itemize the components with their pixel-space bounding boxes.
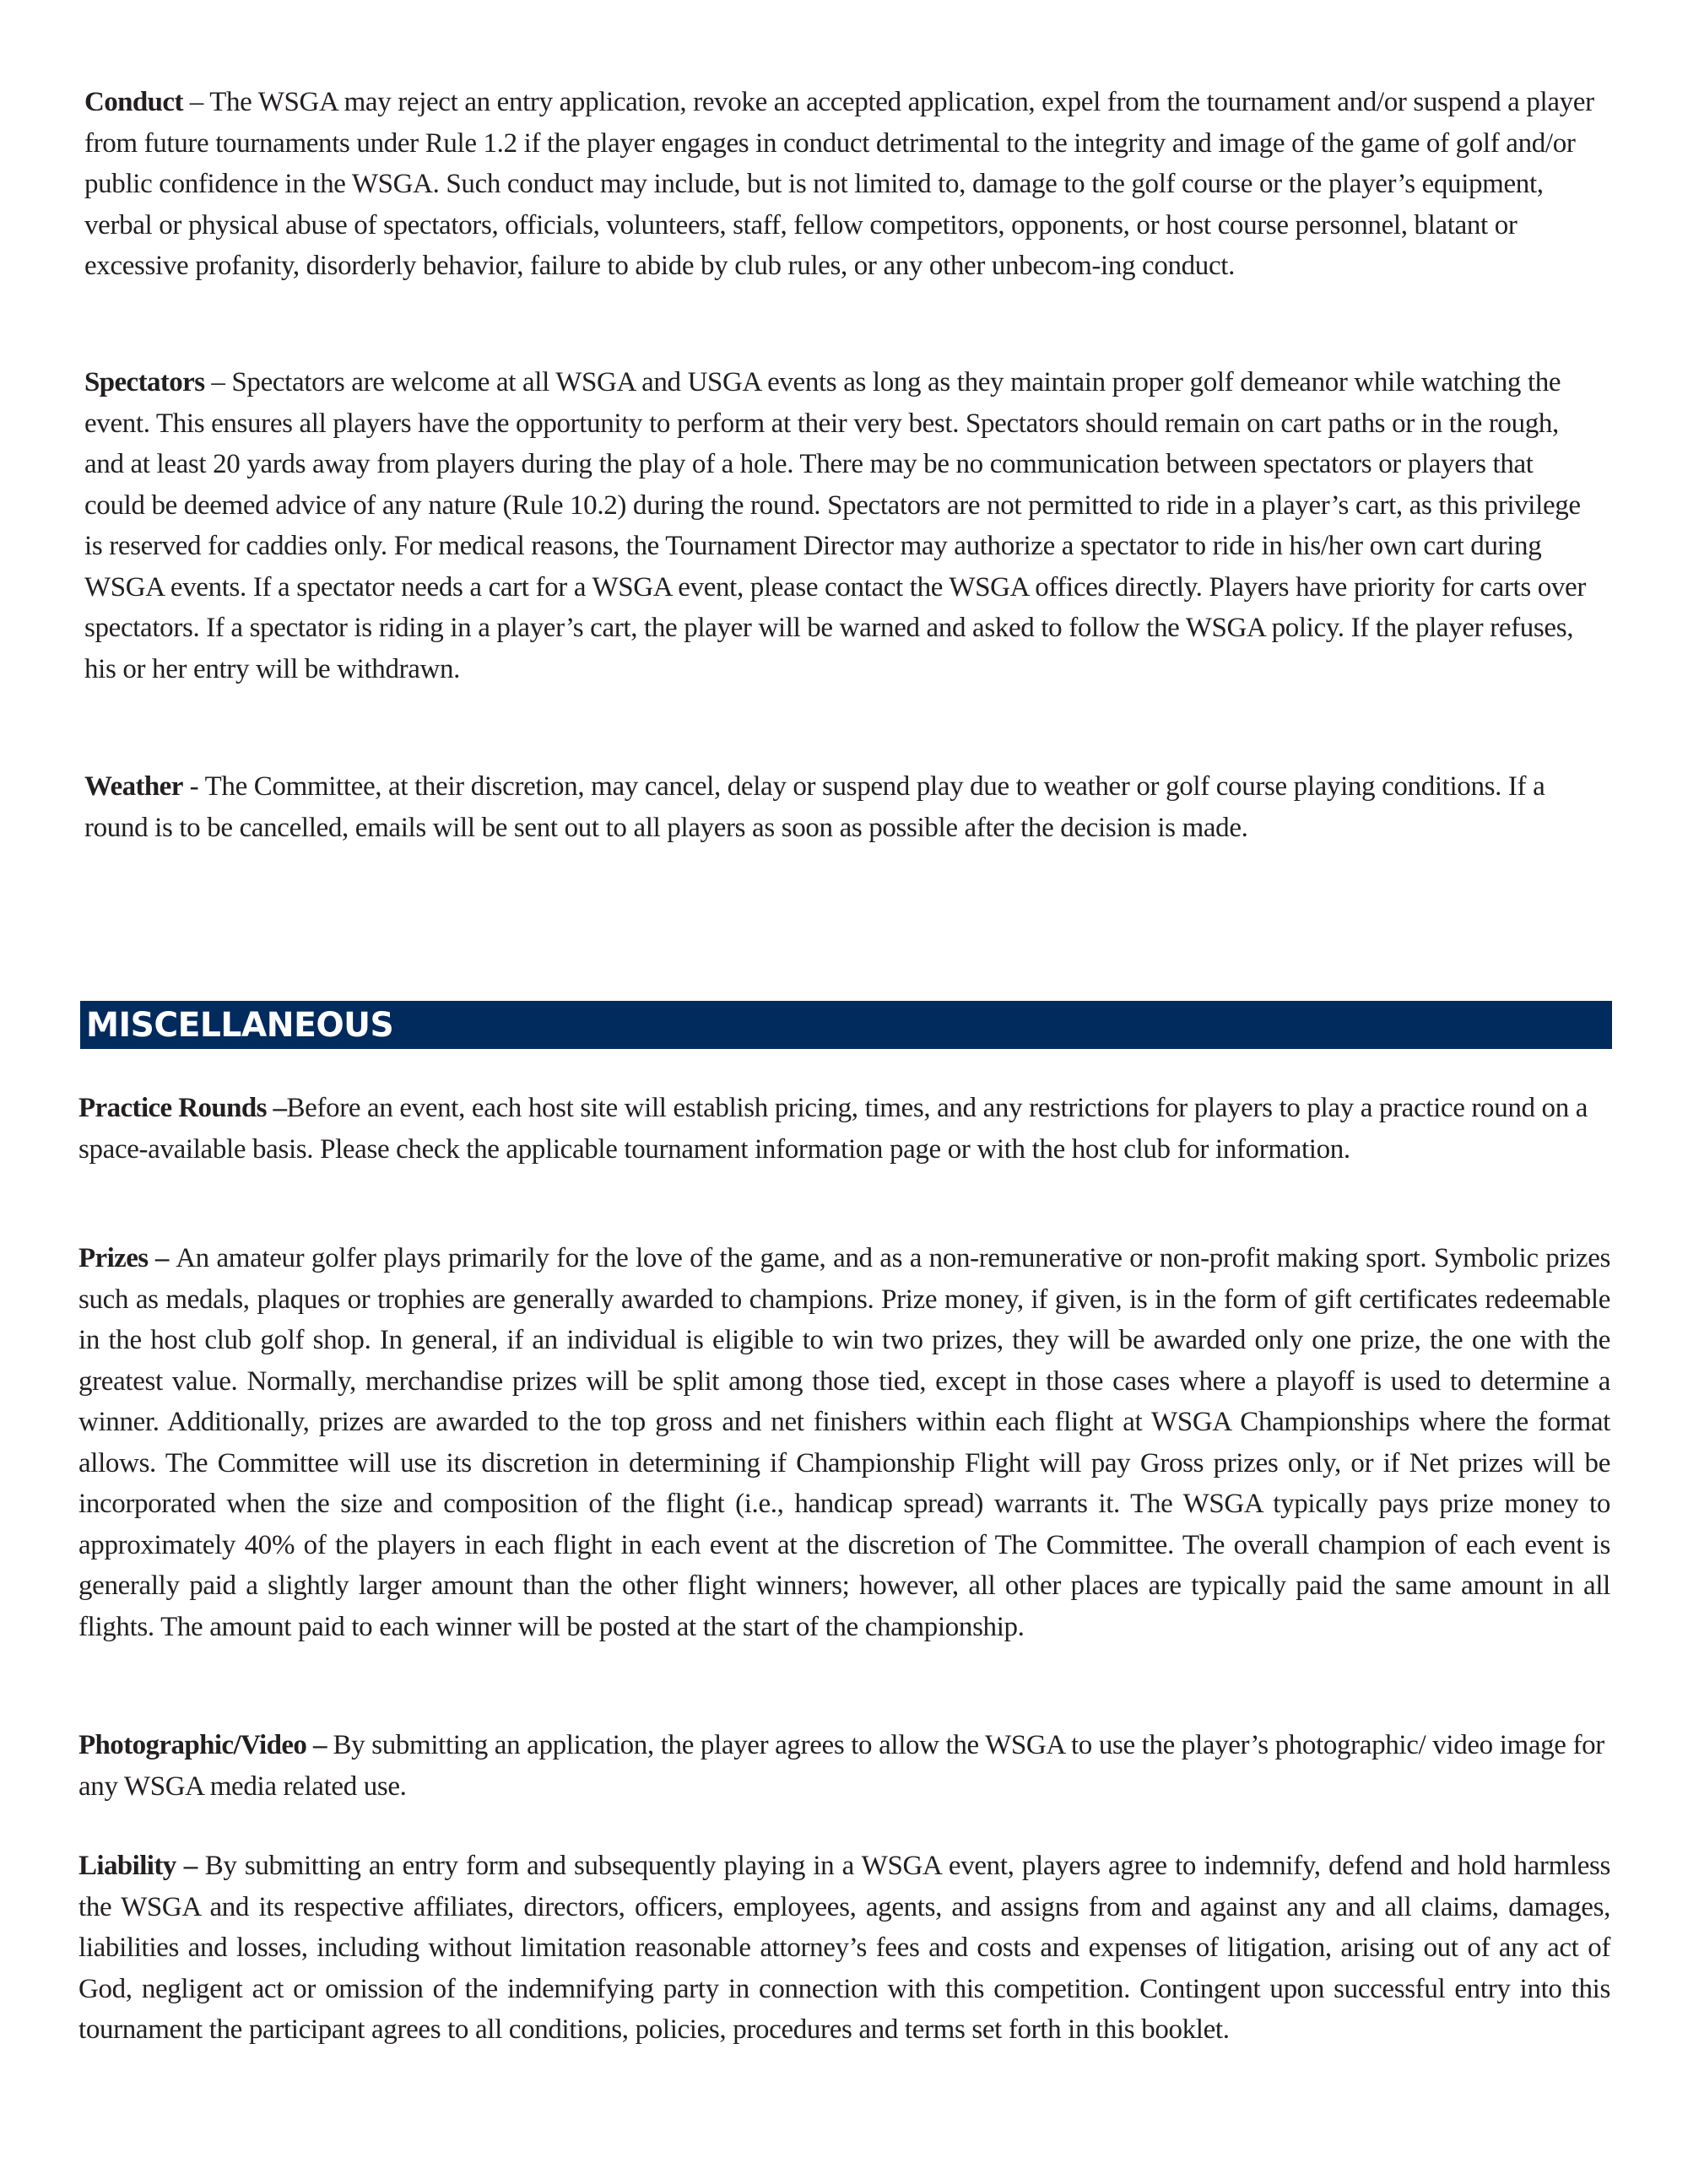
conduct-paragraph bbox=[84, 82, 1595, 287]
liability-body: By submitting an entry form and subsequently playing in a WSGA event, players agree to indemnify, defend and hold harmless the WSGA and its respective affiliates, directors, officers, employees, agents, and assigns from and against any and all claims, damages, liabilities and losses, including without limitation reasonable attorney’s fees and costs and expenses of litigation, arising out of any act of God, negligent act or omission of the indemnifying party in connection with this competition. Contingent upon successful entry into this tournament the participant agrees to all conditions, policies, procedures and terms set forth in this booklet. bbox=[78, 1851, 1610, 2045]
section-banner-miscellaneous bbox=[80, 1001, 1612, 1049]
prizes-paragraph bbox=[78, 1238, 1610, 1647]
practice-rounds-separator: – bbox=[266, 1093, 287, 1123]
weather-heading: Weather bbox=[84, 771, 183, 802]
prizes-body: An amateur golfer plays primarily for the love of the game, and as a non-remunerative or non-profit making sport. Symbolic prizes such as medals, plaques or trophies are generally awarded to champions. Prize money, if given, is in the form of gift certificates redeemable in the host club golf shop. In general, if an individual is eligible to win two prizes, they will be awarded only one prize, the one with the greatest value. Normally, merchandise prizes will be split among those tied, except in those cases where a playoff is used to determine a winner. Additionally, prizes are awarded to the top gross and net finishers within each flight at WSGA Championships where the format allows. The Committee will use its discretion in determining if Championship Flight will pay Gross prizes only, or if Net prizes will be incorporated when the size and composition of the flight (i.e., handicap spread) warrants it. The WSGA typically pays prize money to approximately 40% of the players in each flight in each event at the discretion of The Committee. The overall champion of each event is generally paid a slightly larger amount than the other flight winners; however, all other places are typically paid the same amount in all flights. The amount paid to each winner will be posted at the start of the championship. bbox=[78, 1243, 1611, 1642]
practice-rounds-paragraph bbox=[78, 1088, 1616, 1170]
photographic-video-body: By submitting an application, the player agrees to allow the WSGA to use the player’s photographic/ video image for any WSGA media related use. bbox=[78, 1730, 1604, 1802]
spectators-heading: Spectators bbox=[84, 367, 205, 397]
prizes-heading: Prizes bbox=[78, 1243, 149, 1273]
photographic-video-paragraph bbox=[78, 1725, 1616, 1807]
practice-rounds-body: Before an event, each host site will establish pricing, times, and any restrictions for players to play a practice round on a space-available basis. Please check the applicable tournament information page or with the host club for information. bbox=[78, 1093, 1588, 1165]
spectators-separator: – bbox=[204, 367, 232, 397]
conduct-heading: Conduct bbox=[84, 87, 183, 117]
liability-paragraph bbox=[78, 1846, 1610, 2051]
liability-heading: Liability bbox=[78, 1851, 176, 1881]
spectators-body: Spectators are welcome at all WSGA and USGA events as long as they maintain proper golf demeanor while watching the event. This ensures all players have the opportunity to perform at their very best. Spectators should remain on cart paths or in the rough, and at least 20 yards away from players during the play of a hole. There may be no communication between spectators or players that could be deemed advice of any nature (Rule 10.2) during the round. Spectators are not permitted to ride in a player’s cart, as this privilege is reserved for caddies only. For medical reasons, the Tournament Director may authorize a spectator to ride in his/her own cart during WSGA events. If a spectator needs a cart for a WSGA event, please contact the WSGA offices directly. Players have priority for carts over spectators. If a spectator is riding in a player’s cart, the player will be warned and asked to follow the WSGA policy. If the player refuses, his or her entry will be withdrawn. bbox=[84, 367, 1586, 684]
weather-paragraph bbox=[84, 766, 1595, 848]
photographic-video-heading: Photographic/Video bbox=[78, 1730, 307, 1760]
conduct-body: The WSGA may reject an entry application, revoke an accepted application, expel from the tournament and/or suspend a player from future tournaments under Rule 1.2 if the player engages in conduct detrimental to the integrity and image of the game of golf and/or public confidence in the WSGA. Such conduct may include, but is not limited to, damage to the golf course or the player’s equipment, verbal or physical abuse of spectators, officials, volunteers, staff, fellow competitors, opponents, or host course personnel, blatant or excessive profanity, disorderly behavior, failure to abide by club rules, or any other unbecom-ing conduct. bbox=[84, 87, 1594, 281]
practice-rounds-heading: Practice Rounds bbox=[78, 1093, 267, 1123]
weather-separator: - bbox=[182, 771, 205, 802]
conduct-separator: – bbox=[182, 87, 210, 117]
weather-body: The Committee, at their discretion, may cancel, delay or suspend play due to weather or golf course playing conditions. If a round is to be cancelled, emails will be sent out to all players as soon as possible after the decision is made. bbox=[84, 771, 1545, 843]
prizes-separator: – bbox=[148, 1243, 176, 1273]
spectators-paragraph bbox=[84, 362, 1595, 689]
section-title: MISCELLANEOUS bbox=[86, 1006, 394, 1045]
liability-separator: – bbox=[176, 1851, 205, 1881]
photographic-video-separator: – bbox=[306, 1730, 333, 1760]
